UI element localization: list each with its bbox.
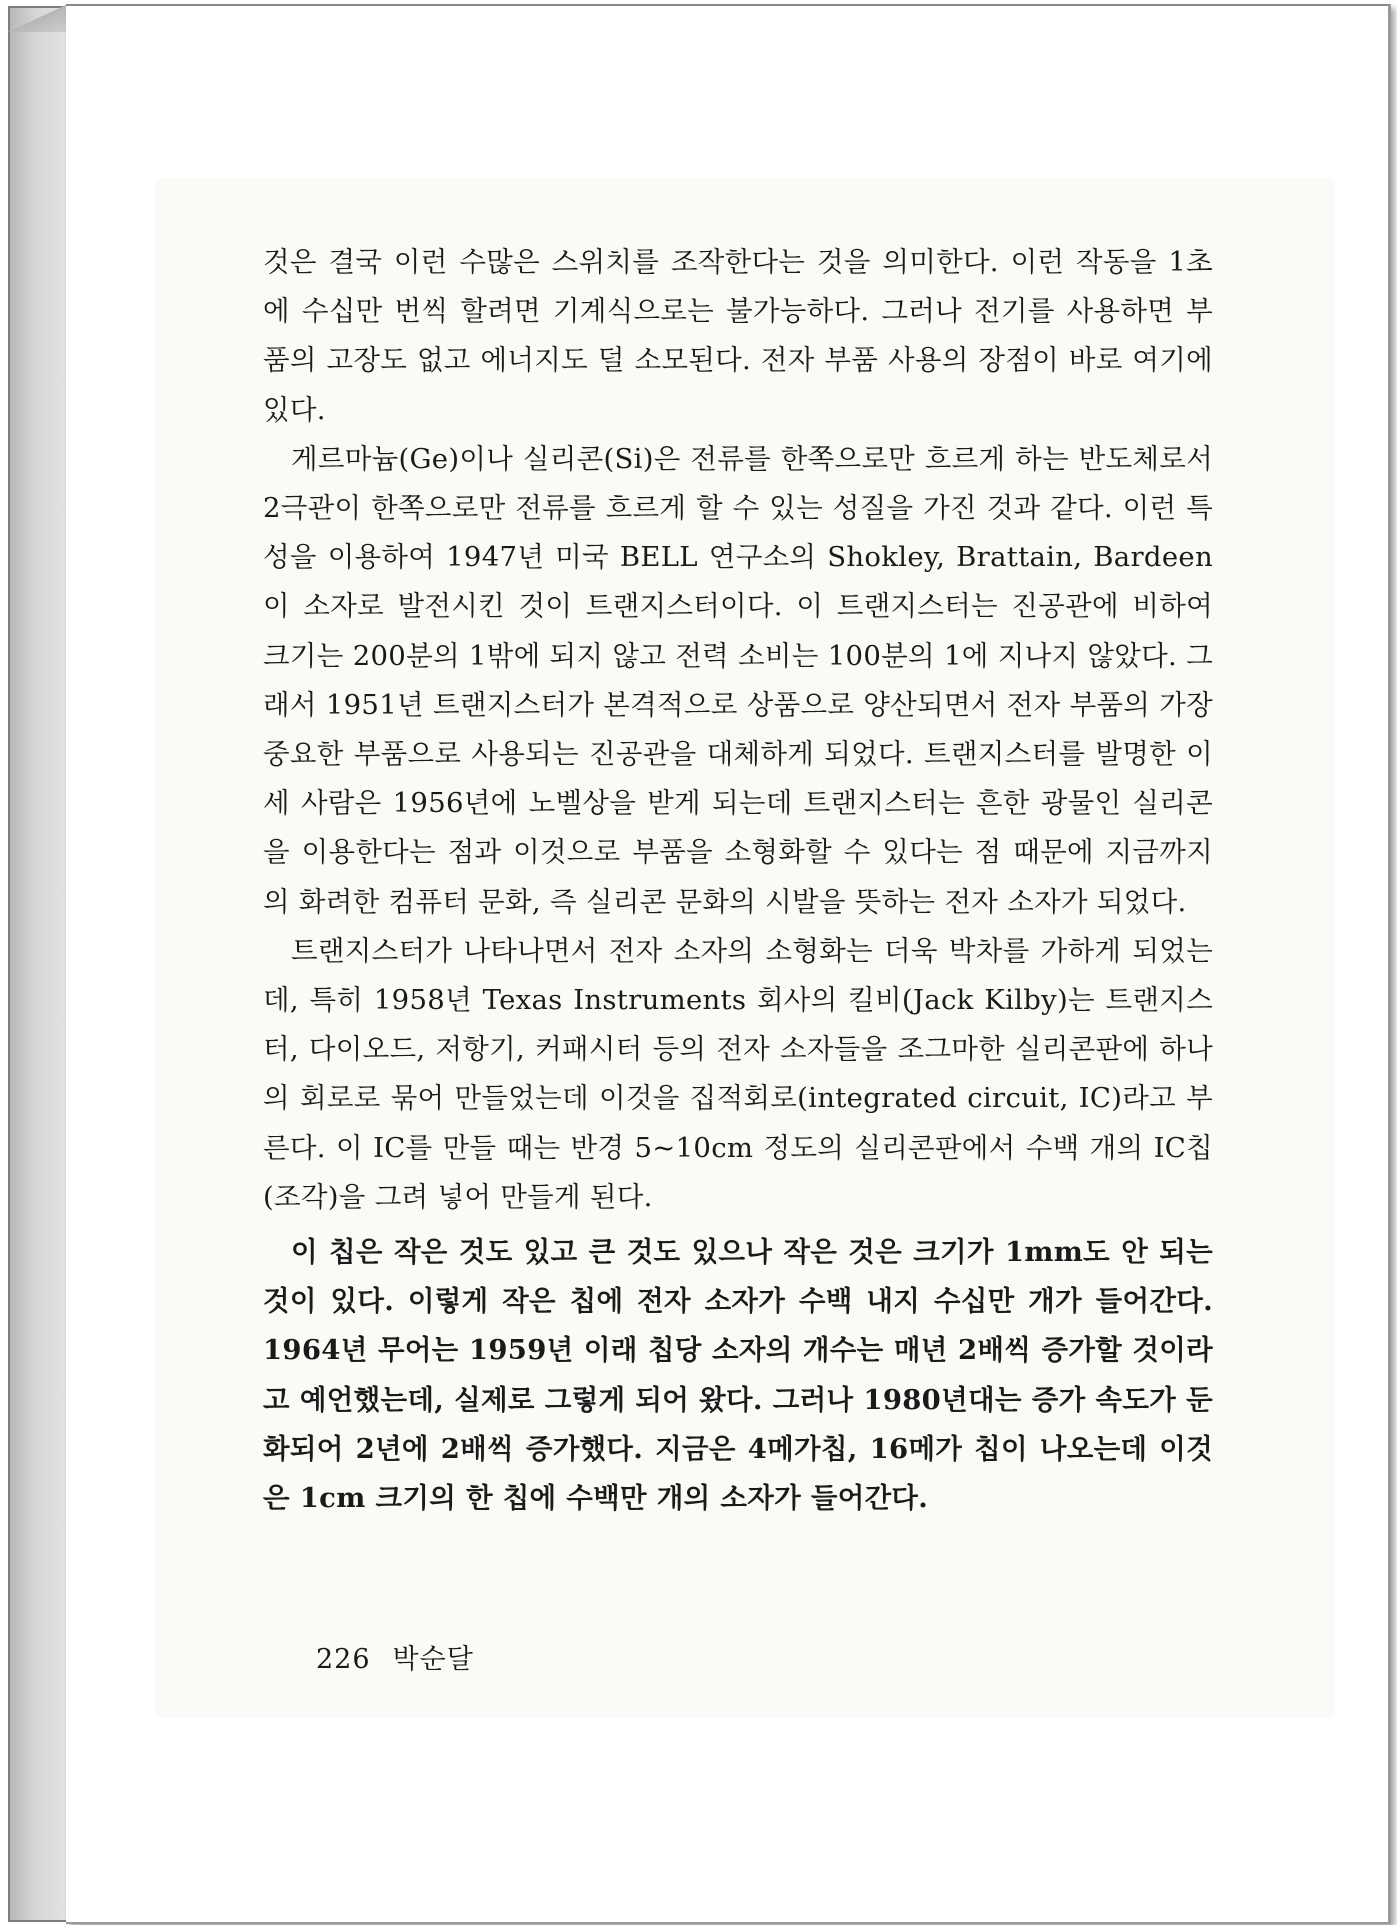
- page-footer: [316, 1637, 496, 1676]
- page-number: 226: [316, 1644, 371, 1675]
- paragraph-1: 것은 결국 이런 수많은 스위치를 조작한다는 것을 의미한다. 이런 작동을 1초에 수십만 번씩 할려면 기계식으로는 불가능하다. 그러나 전기를 사용하면 부품의 고장도 없고 에너지도 덜 소모된다. 전자 부품 사용의 장점이 바로 여기에 있다.: [263, 246, 1213, 426]
- paragraph-2: 게르마늄(Ge)이나 실리콘(Si)은 전류를 한쪽으로만 흐르게 하는 반도체로서 2극관이 한쪽으로만 전류를 흐르게 할 수 있는 성질을 가진 것과 같다. 이런 특성을 이용하여 1947년 미국 BELL 연구소의 Shokley, Brattain, Bardeen이 소자로 발전시킨 것이 트랜지스터이다. 이 트랜지스터는 진공관에 비하여 크기는 200분의 1밖에 되지 않고 전력 소비는 100분의 1에 지나지 않았다. 그래서 1951년 트랜지스터가 본격적으로 상품으로 양산되면서 전자 부품의 가장 중요한 부품으로 사용되는 진공관을 대체하게 되었다. 트랜지스터를 발명한 이 세 사람은 1956년에 노벨상을 받게 되는데 트랜지스터는 흔한 광물인 실리콘을 이용한다는 점과 이것으로 부품을 소형화할 수 있다는 점 때문에 지금까지의 화려한 컴퓨터 문화, 즉 실리콘 문화의 시발을 뜻하는 전자 소자가 되었다.: [263, 442, 1213, 918]
- body-text: [263, 238, 1213, 1523]
- book-spine: [8, 6, 68, 1922]
- footer-author: 박순달: [392, 1644, 474, 1675]
- paragraph-4: 이 칩은 작은 것도 있고 큰 것도 있으나 작은 것은 크기가 1mm도 안 되는 것이 있다. 이렇게 작은 칩에 전자 소자가 수백 내지 수십만 개가 들어간다. 1964년 무어는 1959년 이래 칩당 소자의 개수는 매년 2배씩 증가할 것이라고 예언했는데, 실제로 그렇게 되어 왔다. 그러나 1980년대는 증가 속도가 둔화되어 2년에 2배씩 증가했다. 지금은 4메가칩, 16메가 칩이 나오는데 이것은 1cm 크기의 한 칩에 수백만 개의 소자가 들어간다.: [263, 1236, 1213, 1515]
- paragraph-3: 트랜지스터가 나타나면서 전자 소자의 소형화는 더욱 박차를 가하게 되었는데, 특히 1958년 Texas Instruments 회사의 킬비(Jack Kilby)는 트랜지스터, 다이오드, 저항기, 커패시터 등의 전자 소자들을 조그마한 실리콘판에 하나의 회로로 묶어 만들었는데 이것을 집적회로(integrated circuit, IC)라고 부른다. 이 IC를 만들 때는 반경 5~10cm 정도의 실리콘판에서 수백 개의 IC칩(조각)을 그려 넣어 만들게 된다.: [263, 934, 1213, 1213]
